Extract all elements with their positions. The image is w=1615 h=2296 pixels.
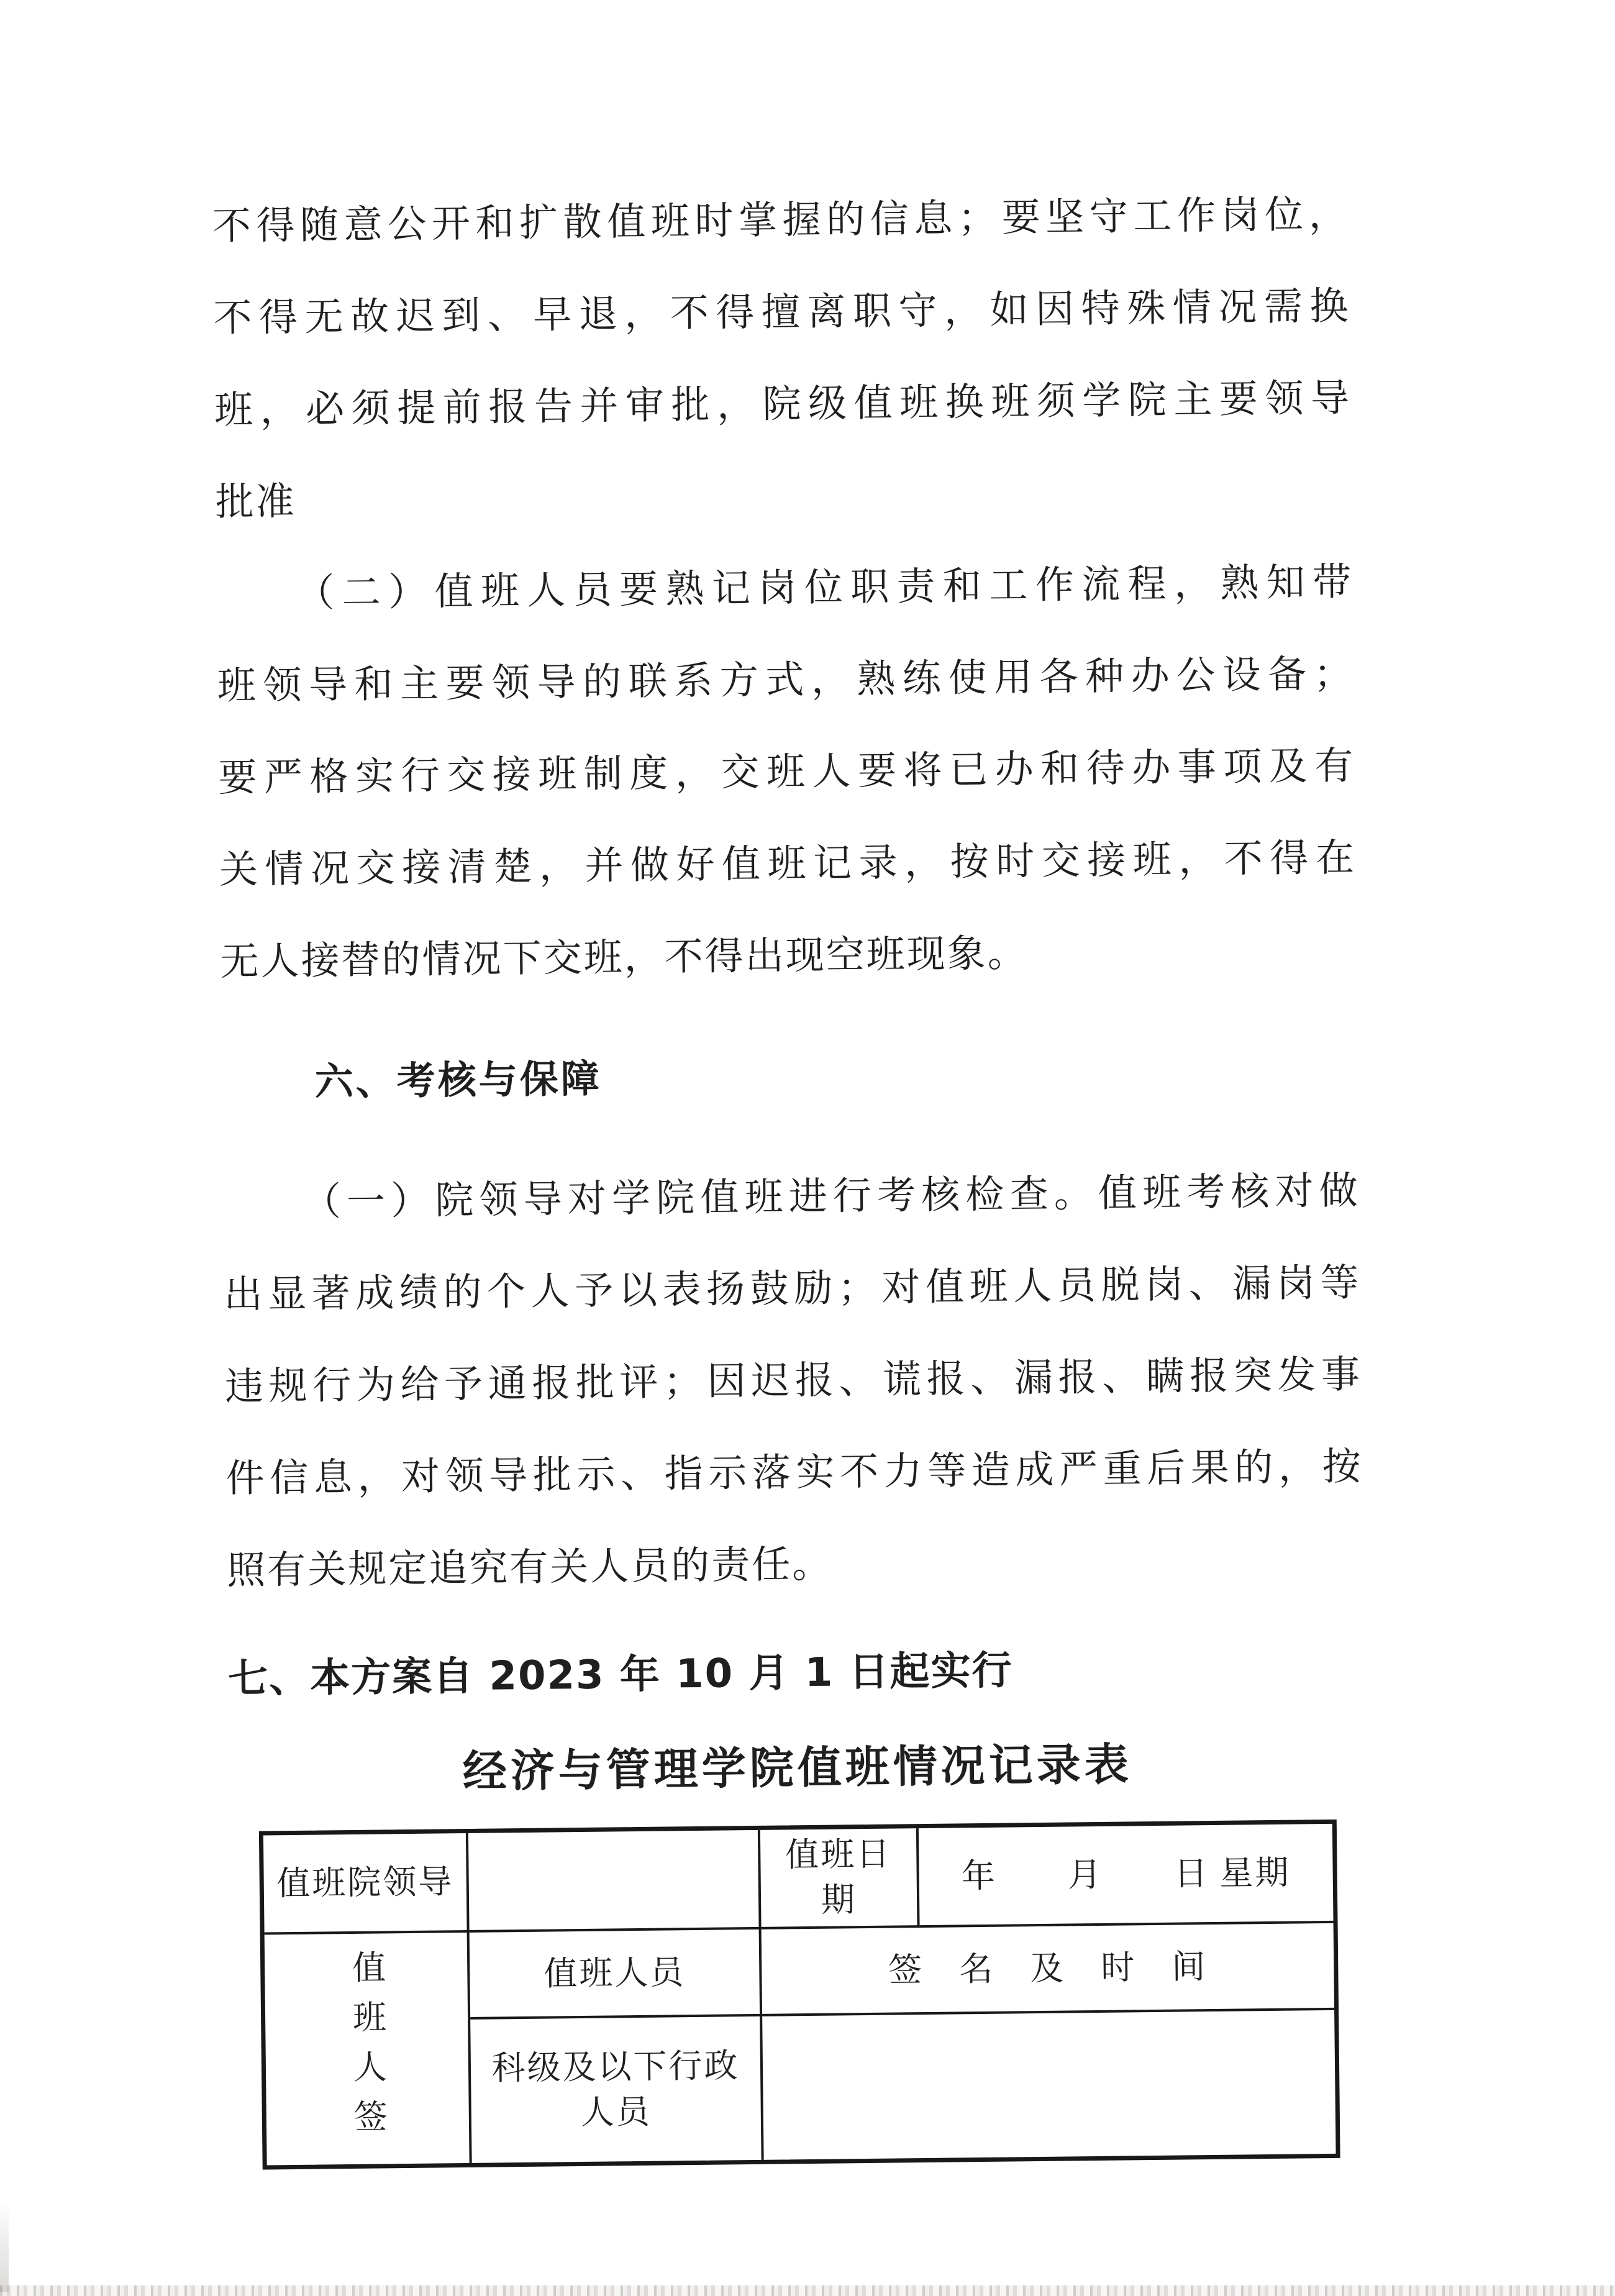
text-line: （二）值班人员要熟记岗位职责和工作流程，熟知带: [295, 561, 1353, 615]
scan-edge-artifact: [0, 2285, 1615, 2296]
text-line: 要严格实行交接班制度，交班人要将已办和待办事项及有: [218, 745, 1355, 800]
paragraph-duty-discipline: [212, 168, 1352, 549]
cell-duty-sign-group-label: 值班人签: [265, 1933, 472, 2166]
text-line: 件信息，对领导批示、指示落实不力等造成严重后果的，按: [225, 1446, 1363, 1501]
cell-duty-leader-label: 值班院领导: [263, 1833, 470, 1935]
text-line: 关情况交接清楚，并做好值班记录，按时交接班，不得在: [219, 837, 1357, 892]
text-line: 不得无故迟到、早退，不得擅离职守，如因特殊情况需换: [213, 285, 1350, 340]
cell-duty-staff-label: 值班人员: [470, 1929, 762, 2020]
text-line: 批准: [215, 480, 297, 524]
text-line: 班领导和主要领导的联系方式，熟练使用各种办公设备；: [217, 653, 1355, 708]
cell-duty-leader-value: [468, 1830, 762, 1933]
text-line: 违规行为给予通报批评；因迟报、谎报、漏报、瞒报突发事: [224, 1354, 1362, 1409]
scan-left-smudge: [0, 2199, 9, 2292]
text-line: （一）院领导对学院值班进行考核检查。值班考核对做: [302, 1170, 1360, 1224]
heading-section-six: 六、考核与保障: [314, 1055, 603, 1105]
cell-duty-date-value: 年 月 日 星期: [919, 1824, 1334, 1928]
table-title: 经济与管理学院值班情况记录表: [462, 1738, 1133, 1798]
text-line: 班，必须提前报告并审批，院级值班换班须学院主要领导: [214, 377, 1352, 432]
heading-section-seven-effective-date: 七、本方案自 2023 年 10 月 1 日起实行: [227, 1647, 1013, 1703]
text-line: 照有关规定追究有关人员的责任。: [226, 1543, 833, 1593]
paragraph-item-two: [216, 536, 1358, 1008]
text-line: 不得随意公开和扩散值班时掌握的信息；要坚守工作岗位，: [212, 193, 1350, 248]
duty-record-table: [259, 1820, 1340, 2170]
cell-duty-date-label: 值班日期: [760, 1828, 920, 1929]
text-line: 出显著成绩的个人予以表扬鼓励；对值班人员脱岗、漏岗等: [224, 1262, 1361, 1317]
paragraph-item-one-assessment: [222, 1145, 1364, 1617]
cell-admin-staff-label: 科级及以下行政人员: [470, 2016, 763, 2163]
cell-admin-staff-value: [762, 2010, 1335, 2160]
text-line: 无人接替的情况下交班，不得出现空班现象。: [220, 932, 1029, 984]
cell-sign-time-label: 签 名 及 时 间: [762, 1923, 1334, 2016]
